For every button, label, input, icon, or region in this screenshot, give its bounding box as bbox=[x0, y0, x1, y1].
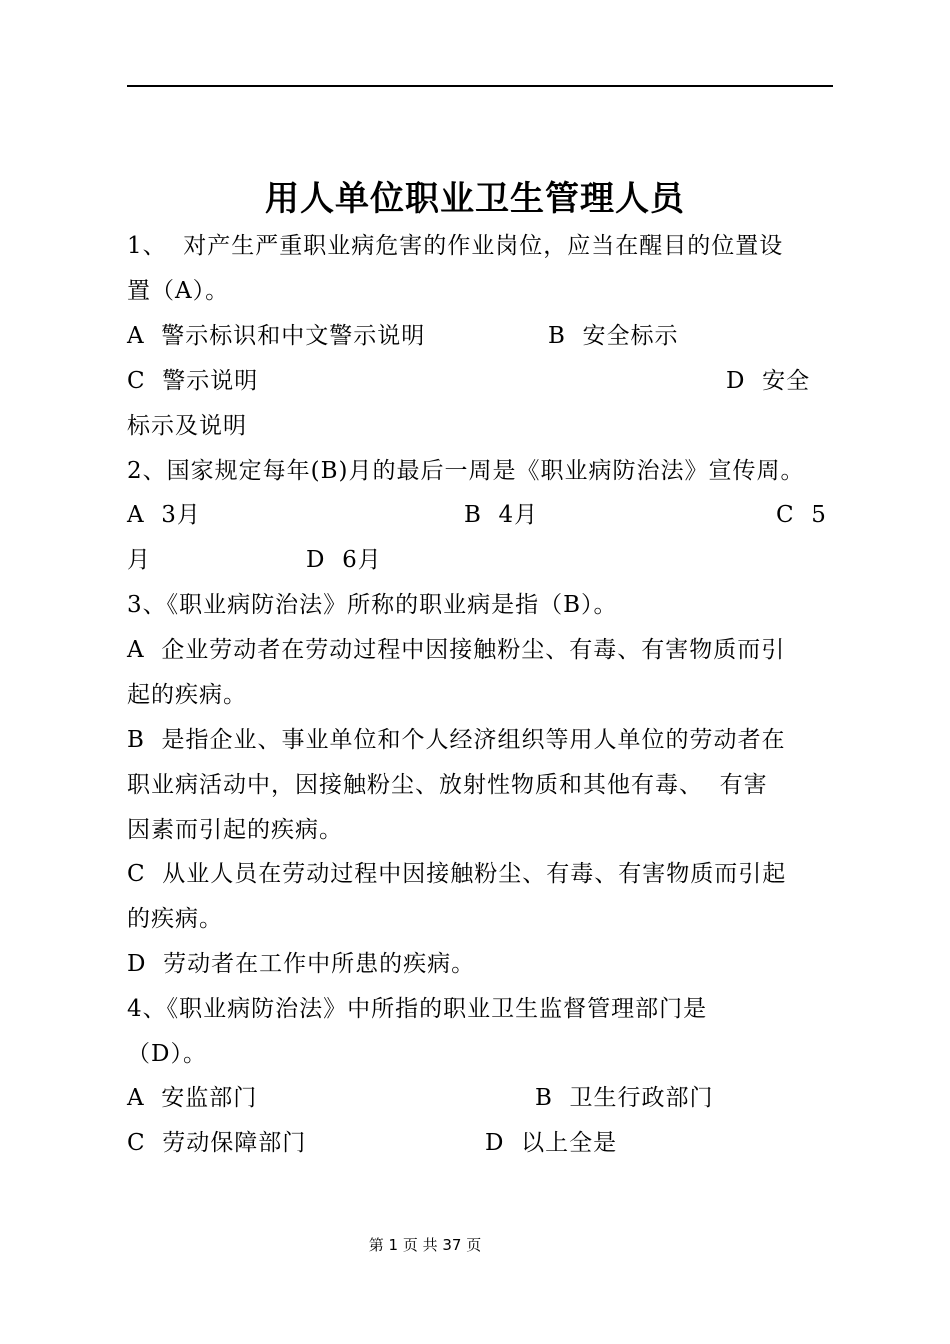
q2-option-b: B 4月 bbox=[464, 502, 539, 528]
q3-option-a-line1: A 企业劳动者在劳动过程中因接触粉尘、有毒、有害物质而引 bbox=[127, 637, 786, 663]
q1-option-a: A 警示标识和中文警示说明 bbox=[127, 323, 426, 349]
q2-option-c: C 5 bbox=[776, 502, 827, 528]
q1-option-c: C 警示说明 bbox=[127, 368, 259, 394]
q3-option-a-line2: 起的疾病。 bbox=[127, 682, 247, 708]
q4-option-c: C 劳动保障部门 bbox=[127, 1130, 307, 1156]
q3-option-d: D 劳动者在工作中所患的疾病。 bbox=[127, 951, 476, 977]
q1-option-d-cont: 标示及说明 bbox=[127, 413, 247, 439]
q1-option-d: D 安全 bbox=[726, 368, 811, 394]
q2-option-a: A 3月 bbox=[127, 502, 201, 528]
q3-option-b-line3: 因素而引起的疾病。 bbox=[127, 817, 343, 843]
q4-stem-line1: 4、《职业病防治法》中所指的职业卫生监督管理部门是 bbox=[127, 996, 708, 1022]
q1-stem-line1: 1、 对产生严重职业病危害的作业岗位，应当在醒目的位置设 bbox=[127, 233, 784, 259]
q3-option-c-line2: 的疾病。 bbox=[127, 906, 223, 932]
q3-stem: 3、《职业病防治法》所称的职业病是指（B）。 bbox=[127, 592, 618, 618]
q3-option-c-line1: C 从业人员在劳动过程中因接触粉尘、有毒、有害物质而引起 bbox=[127, 861, 787, 887]
q3-option-b-line2: 职业病活动中，因接触粉尘、放射性物质和其他有毒、 有害 bbox=[127, 772, 768, 798]
q4-stem-line2: （D）。 bbox=[127, 1041, 207, 1067]
q3-option-b-line1: B 是指企业、事业单位和个人经济组织等用人单位的劳动者在 bbox=[127, 727, 786, 753]
q2-stem: 2、国家规定每年(B)月的最后一周是《职业病防治法》宣传周。 bbox=[127, 458, 805, 484]
page-title: 用人单位职业卫生管理人员 bbox=[265, 179, 685, 219]
q4-option-d: D 以上全是 bbox=[485, 1130, 618, 1156]
q2-option-d: D 6月 bbox=[306, 547, 382, 573]
q2-option-c-cont: 月 bbox=[127, 547, 151, 573]
q1-option-b: B 安全标示 bbox=[548, 323, 679, 349]
q4-option-a: A 安监部门 bbox=[127, 1085, 258, 1111]
header-rule bbox=[127, 85, 833, 87]
page-number-footer: 第 1 页 共 37 页 bbox=[368, 1236, 482, 1254]
q1-stem-line2: 置（A）。 bbox=[127, 278, 230, 304]
q4-option-b: B 卫生行政部门 bbox=[535, 1085, 714, 1111]
